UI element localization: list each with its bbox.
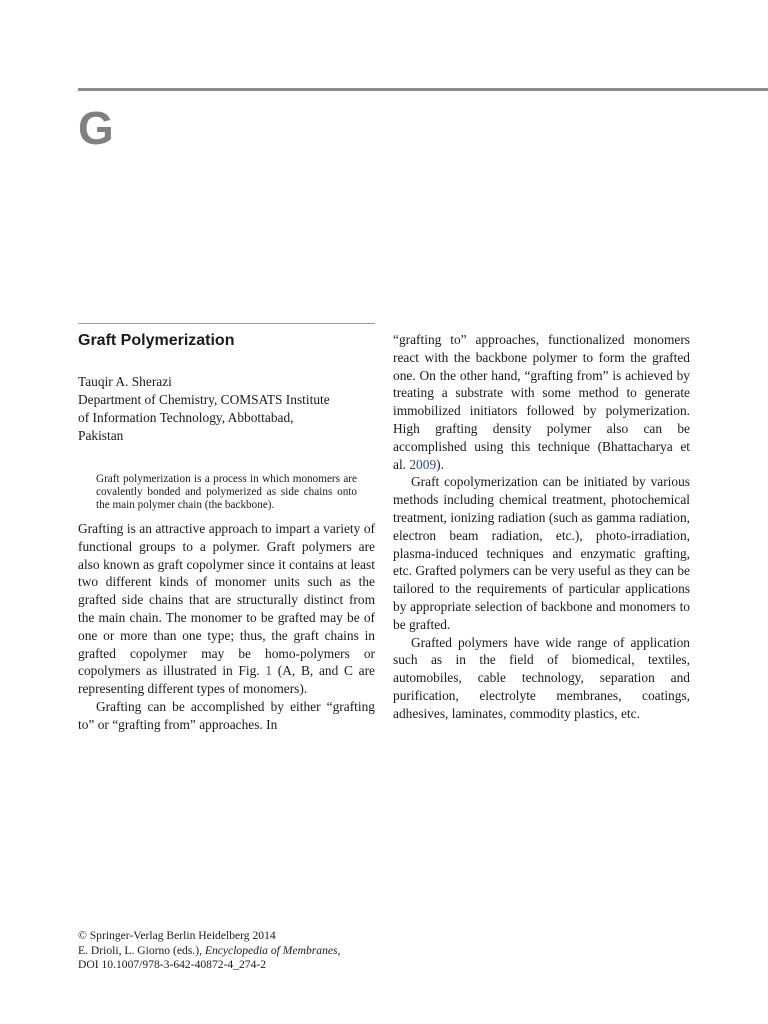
- figure-reference-link[interactable]: 1: [265, 663, 273, 679]
- paragraph-approaches-text-2: ).: [436, 456, 444, 472]
- footer-book-title: Encyclopedia of Membranes: [204, 943, 338, 957]
- paragraph-initiation-methods: Graft copolymerization can be initiated by various methods including chemical treatment, photochemical treatment, ionizing radiation (such as gamma radiation, electron beam radiation, etc.), photo-irradiation, plasma-induced techniques and enzymatic grafting, etc. Grafted polymers can be very useful as they can be tailored to the requirements of particular applications by appropriate selection of backbone and monomers to be grafted.: [393, 474, 690, 632]
- left-column: [78, 326, 375, 734]
- citation-year-link[interactable]: 2009: [409, 456, 437, 472]
- footer-editors: E. Drioli, L. Giorno (eds.),: [78, 943, 205, 957]
- right-body-text: [393, 331, 690, 723]
- footer-copyright: © Springer-Verlag Berlin Heidelberg 2014: [78, 929, 276, 942]
- paragraph-intro-text-1: Grafting is an attractive approach to impart a variety of functional groups to a polymer. Graft polymers are also known as graft copolymer since it contains at least two different kinds of monomer units such as the grafted side chains that are structurally distinct from the main chain. The monomer to be grafted may be of one or more than one type; thus, the graft chains in grafted copolymer may be homo-polymers or copolymers as illustrated in Fig.: [78, 521, 375, 679]
- author-affiliation-line2: of Information Technology, Abbottabad,: [78, 410, 294, 425]
- right-column: [393, 331, 690, 723]
- article-title: Graft Polymerization: [78, 332, 235, 349]
- left-body-text: [78, 520, 375, 734]
- top-rule: [78, 88, 768, 91]
- author-affiliation-line3: Pakistan: [78, 428, 124, 443]
- paragraph-intro-text-2: (A, B, and C are representing different types of monomers).: [78, 663, 376, 697]
- paragraph-approaches-text-1: “grafting to” approaches, functionalized monomers react with the backbone polymer to form the grafted one. On the other hand, “grafting from” is achieved by treating a substrate with some method to generate immobilized initiators followed by polymerization. High grafting density polymer also can be accomplished using this technique (Bhattacharya et al.: [393, 332, 690, 472]
- footer-editors-end: ,: [337, 943, 341, 957]
- paragraph-approaches-continued: [393, 331, 690, 473]
- paragraph-applications: Grafted polymers have wide range of application such as in the field of biomedical, textiles, automobiles, cable technology, separation and purification, electrolyte membranes, coatings, adhesives, laminates, commodity plastics, etc.: [393, 634, 690, 721]
- footer-citation: [78, 944, 340, 959]
- section-letter: G: [78, 102, 114, 154]
- paragraph-intro: [78, 520, 375, 698]
- page-footer: [78, 929, 340, 973]
- title-rule: [78, 323, 375, 324]
- abstract: Graft polymerization is a process in which monomers are covalently bonded and polymerized as side chains onto the main polymer chain (the backbone).: [96, 473, 357, 511]
- author-block: [78, 373, 375, 445]
- author-name: Tauqir A. Sherazi: [78, 374, 172, 389]
- author-affiliation-line1: Department of Chemistry, COMSATS Institute: [78, 392, 330, 407]
- footer-doi: DOI 10.1007/978-3-642-40872-4_274-2: [78, 958, 267, 971]
- paragraph-approaches-start: Grafting can be accomplished by either “grafting to” or “grafting from” approaches. In: [78, 698, 375, 732]
